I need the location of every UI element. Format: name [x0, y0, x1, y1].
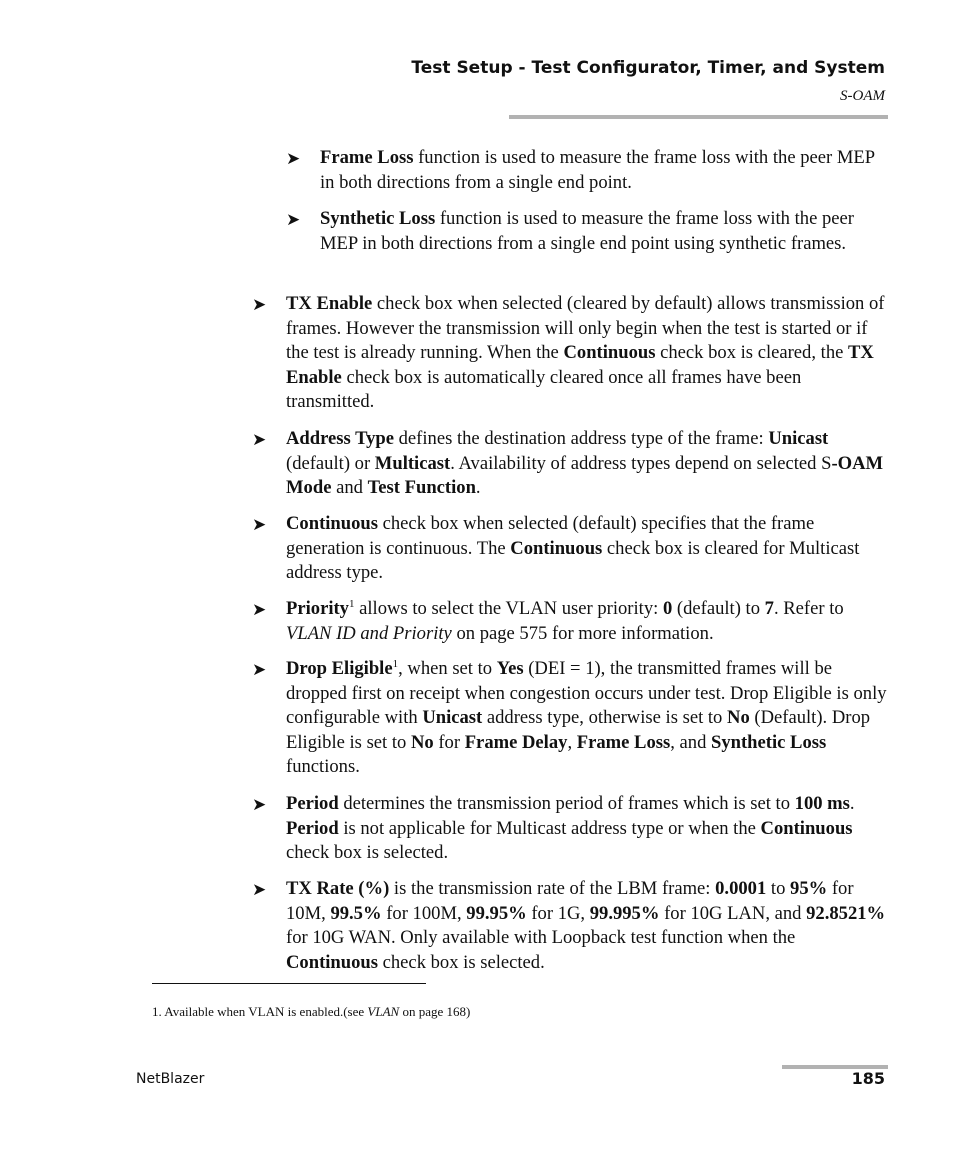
bold-term: 99.5%	[330, 902, 382, 924]
bold-term: Frame Loss	[576, 731, 671, 753]
item-text: . Refer to	[773, 598, 844, 619]
bold-term: Drop Eligible	[286, 658, 393, 679]
item-text: (default) or	[286, 452, 375, 474]
item-text: . Availability of address types depend on selected S	[450, 452, 832, 474]
bold-term: Multicast	[374, 452, 451, 474]
item-text: for 100M,	[381, 902, 467, 924]
bold-term: TX Rate (%)	[286, 878, 390, 899]
page-number: 185	[851, 1069, 885, 1088]
bold-term: Continuous	[760, 817, 853, 839]
list-item	[252, 597, 890, 646]
bullet-arrow-icon: ➤	[286, 210, 301, 230]
bold-term: Frame Delay	[464, 731, 568, 753]
item-text: for 10G LAN, and	[659, 902, 807, 924]
running-header-subtitle: S-OAM	[840, 88, 885, 104]
item-text: , when set to	[398, 658, 497, 679]
item-text: , and	[670, 731, 712, 753]
list-item	[252, 657, 890, 780]
item-text: check box is selected.	[377, 951, 545, 973]
list-item	[252, 877, 890, 975]
bold-term: No	[727, 707, 750, 729]
item-text: (Default). Drop Eligible is set to	[286, 707, 871, 753]
running-header-title: Test Setup - Test Configurator, Timer, and System	[411, 58, 885, 78]
bold-term: Continuous	[563, 342, 656, 364]
bullet-arrow-icon: ➤	[252, 600, 267, 620]
item-text: functions.	[286, 756, 360, 778]
bullet-arrow-icon: ➤	[252, 660, 267, 680]
bullet-arrow-icon: ➤	[252, 880, 267, 900]
bold-term: Continuous	[286, 951, 378, 973]
bold-term: Test Function	[367, 477, 476, 499]
item-text: is not applicable for Multicast address type or when the	[338, 817, 761, 839]
item-text: for	[433, 731, 465, 753]
list-item	[252, 292, 890, 415]
item-text: .	[849, 793, 855, 814]
item-text: ,	[567, 731, 577, 753]
bold-term: Continuous	[510, 537, 603, 559]
bold-term: Unicast	[422, 707, 483, 729]
item-text: (DEI = 1), the transmitted frames will be dropped first on receipt when congestion occurs under test. Drop Eligible is only configurable with	[286, 658, 887, 729]
list-item	[286, 207, 890, 256]
list-item	[286, 146, 890, 195]
cross-reference-link[interactable]: VLAN ID and Priority	[286, 622, 452, 644]
bullet-arrow-icon: ➤	[286, 149, 301, 169]
bold-term: 95%	[790, 878, 828, 899]
bold-term: Address Type	[286, 428, 394, 449]
footnote-text: 1. Available when VLAN is enabled.(see	[152, 1004, 368, 1019]
footnote	[152, 1004, 470, 1020]
bold-term: 99.95%	[466, 902, 527, 924]
item-text: allows to select the VLAN user priority:	[354, 598, 663, 619]
item-text: function is used to measure the frame loss with the peer MEP in both directions from a single end point using synthetic frames.	[320, 208, 854, 254]
bold-term: Priority	[286, 598, 349, 619]
bold-term: TX Enable	[286, 293, 373, 314]
bold-term: 0	[662, 598, 673, 619]
bold-term: Period	[286, 817, 339, 839]
item-text: to	[766, 878, 791, 899]
bold-term: Period	[286, 793, 339, 814]
item-text: defines the destination address type of the frame:	[393, 428, 769, 449]
item-text: check box when selected (cleared by default) allows transmission of frames. However the transmission will only begin when the test is started or if the test is already running. When the	[286, 293, 885, 364]
footnote-rule	[152, 983, 426, 984]
footnote-text-end: on page 168)	[399, 1004, 471, 1019]
item-text: is the transmission rate of the LBM frame:	[389, 878, 716, 899]
bold-term: No	[410, 731, 434, 753]
item-text: .	[475, 477, 481, 499]
bullet-arrow-icon: ➤	[252, 515, 267, 535]
item-text: check box is cleared for Multicast address type.	[286, 537, 860, 584]
list-item	[252, 792, 890, 866]
bullet-arrow-icon: ➤	[252, 295, 267, 315]
bold-term: Continuous	[286, 513, 378, 534]
footer-product-name: NetBlazer	[136, 1071, 205, 1087]
item-text: for 10M,	[286, 878, 854, 924]
bold-term: Synthetic Loss	[711, 731, 827, 753]
header-rule	[509, 115, 888, 119]
bullet-arrow-icon: ➤	[252, 795, 267, 815]
item-text: for 1G,	[526, 902, 590, 924]
item-text: for 10G WAN. Only available with Loopback test function when the	[286, 927, 796, 949]
item-text: check box when selected (default) specifies that the frame generation is continuous. The	[286, 513, 815, 559]
item-text: on page 575 for more information.	[451, 622, 714, 644]
list-item	[252, 512, 890, 586]
bold-term: TX Enable	[286, 342, 874, 388]
bold-term: -OAM Mode	[286, 452, 884, 499]
footnote-marker[interactable]: 1	[392, 658, 399, 670]
bold-term: 100 ms	[794, 793, 850, 814]
footnote-marker[interactable]: 1	[348, 598, 355, 610]
item-text: check box is automatically cleared once all frames have been transmitted.	[286, 366, 802, 413]
footnote-link[interactable]: VLAN	[367, 1004, 400, 1019]
item-text: check box is selected.	[286, 842, 449, 864]
list-item	[252, 427, 890, 501]
bold-term: 99.995%	[589, 902, 660, 924]
item-text: determines the transmission period of frames which is set to	[338, 793, 795, 814]
bold-term: 7	[764, 598, 774, 619]
bold-term: 0.0001	[715, 878, 767, 899]
bullet-arrow-icon: ➤	[252, 430, 267, 450]
item-text: (default) to	[672, 598, 765, 619]
item-text: check box is cleared, the	[655, 342, 849, 364]
bold-term: Unicast	[768, 428, 829, 449]
bold-term: Frame Loss	[320, 147, 414, 168]
bold-term: Synthetic Loss	[320, 208, 436, 229]
bold-term: Yes	[496, 658, 524, 679]
bold-term: 92.8521%	[806, 902, 886, 924]
item-text: address type, otherwise is set to	[482, 707, 728, 729]
item-text: and	[331, 477, 368, 499]
item-text: function is used to measure the frame loss with the peer MEP in both directions from a single end point.	[320, 147, 875, 193]
